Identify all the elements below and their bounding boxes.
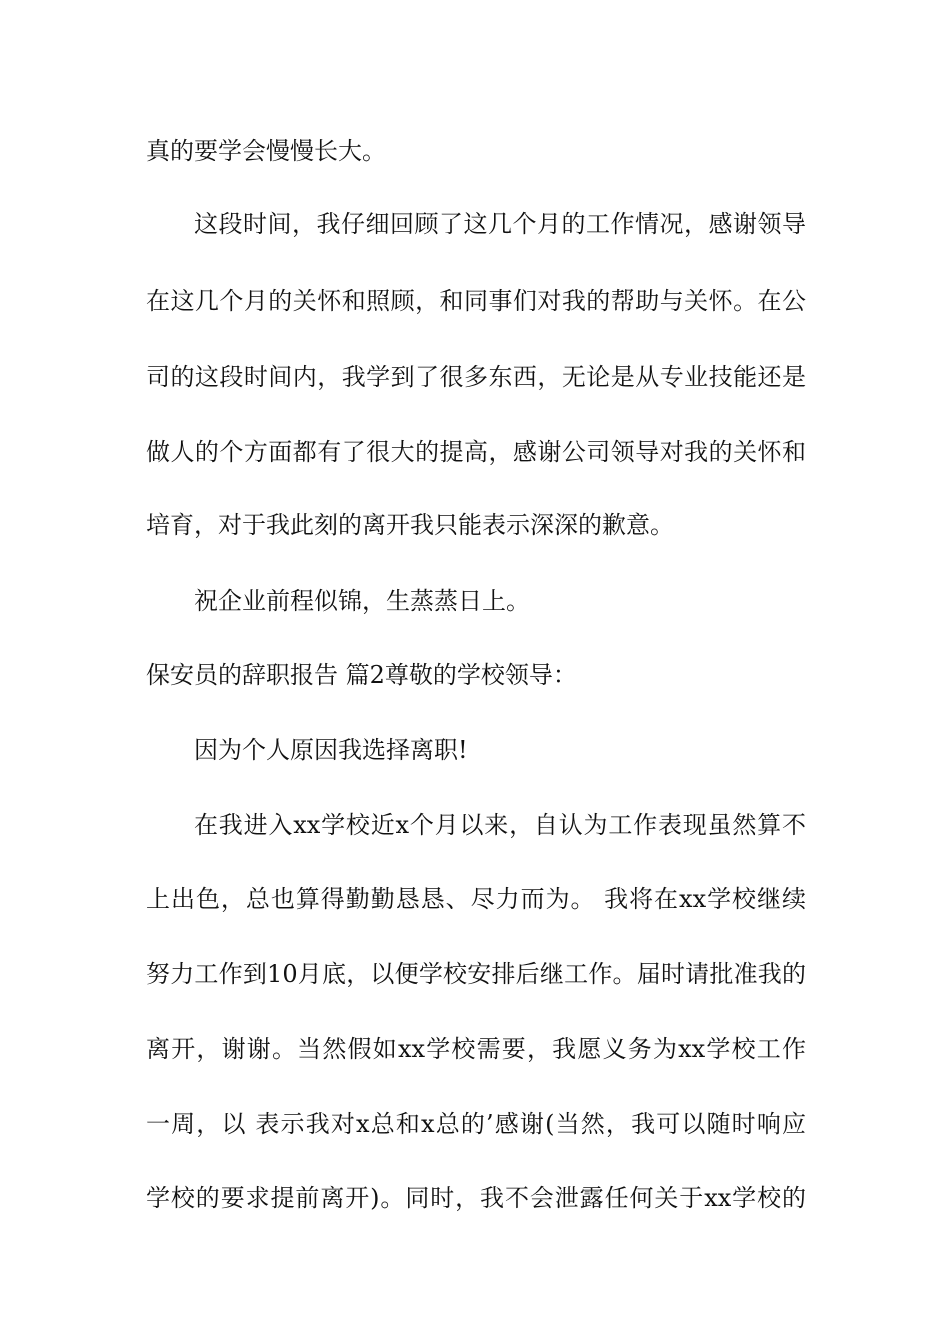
text-line: 离开，谢谢。当然假如xx学校需要，我愿义务为xx学校工作 [146, 1035, 806, 1063]
text-line: 司的这段时间内，我学到了很多东西，无论是从专业技能还是 [146, 363, 806, 391]
text-line: 在这几个月的关怀和照顾，和同事们对我的帮助与关怀。在公 [146, 287, 806, 315]
text-line: 真的要学会慢慢长大。 [146, 137, 386, 165]
text-line: 努力工作到10月底，以便学校安排后继工作。届时请批准我的 [146, 960, 806, 988]
text-line: 祝企业前程似锦，生蒸蒸日上。 [194, 587, 530, 615]
text-line: 这段时间，我仔细回顾了这几个月的工作情况，感谢领导 [194, 210, 806, 238]
text-line: 上出色，总也算得勤勤恳恳、尽力而为。 我将在xx学校继续 [146, 885, 806, 913]
text-line: 学校的要求提前离开)。同时，我不会泄露任何关于xx学校的 [146, 1184, 806, 1212]
text-line: 一周，以 表示我对x总和x总的’感谢(当然，我可以随时响应 [146, 1110, 806, 1138]
text-line: 培育，对于我此刻的离开我只能表示深深的歉意。 [146, 511, 674, 539]
text-line: 因为个人原因我选择离职! [194, 736, 468, 764]
section-heading: 保安员的辞职报告 篇2尊敬的学校领导： [146, 661, 577, 689]
text-line: 在我进入xx学校近x个月以来，自认为工作表现虽然算不 [194, 811, 806, 839]
text-line: 做人的个方面都有了很大的提高，感谢公司领导对我的关怀和 [146, 438, 806, 466]
